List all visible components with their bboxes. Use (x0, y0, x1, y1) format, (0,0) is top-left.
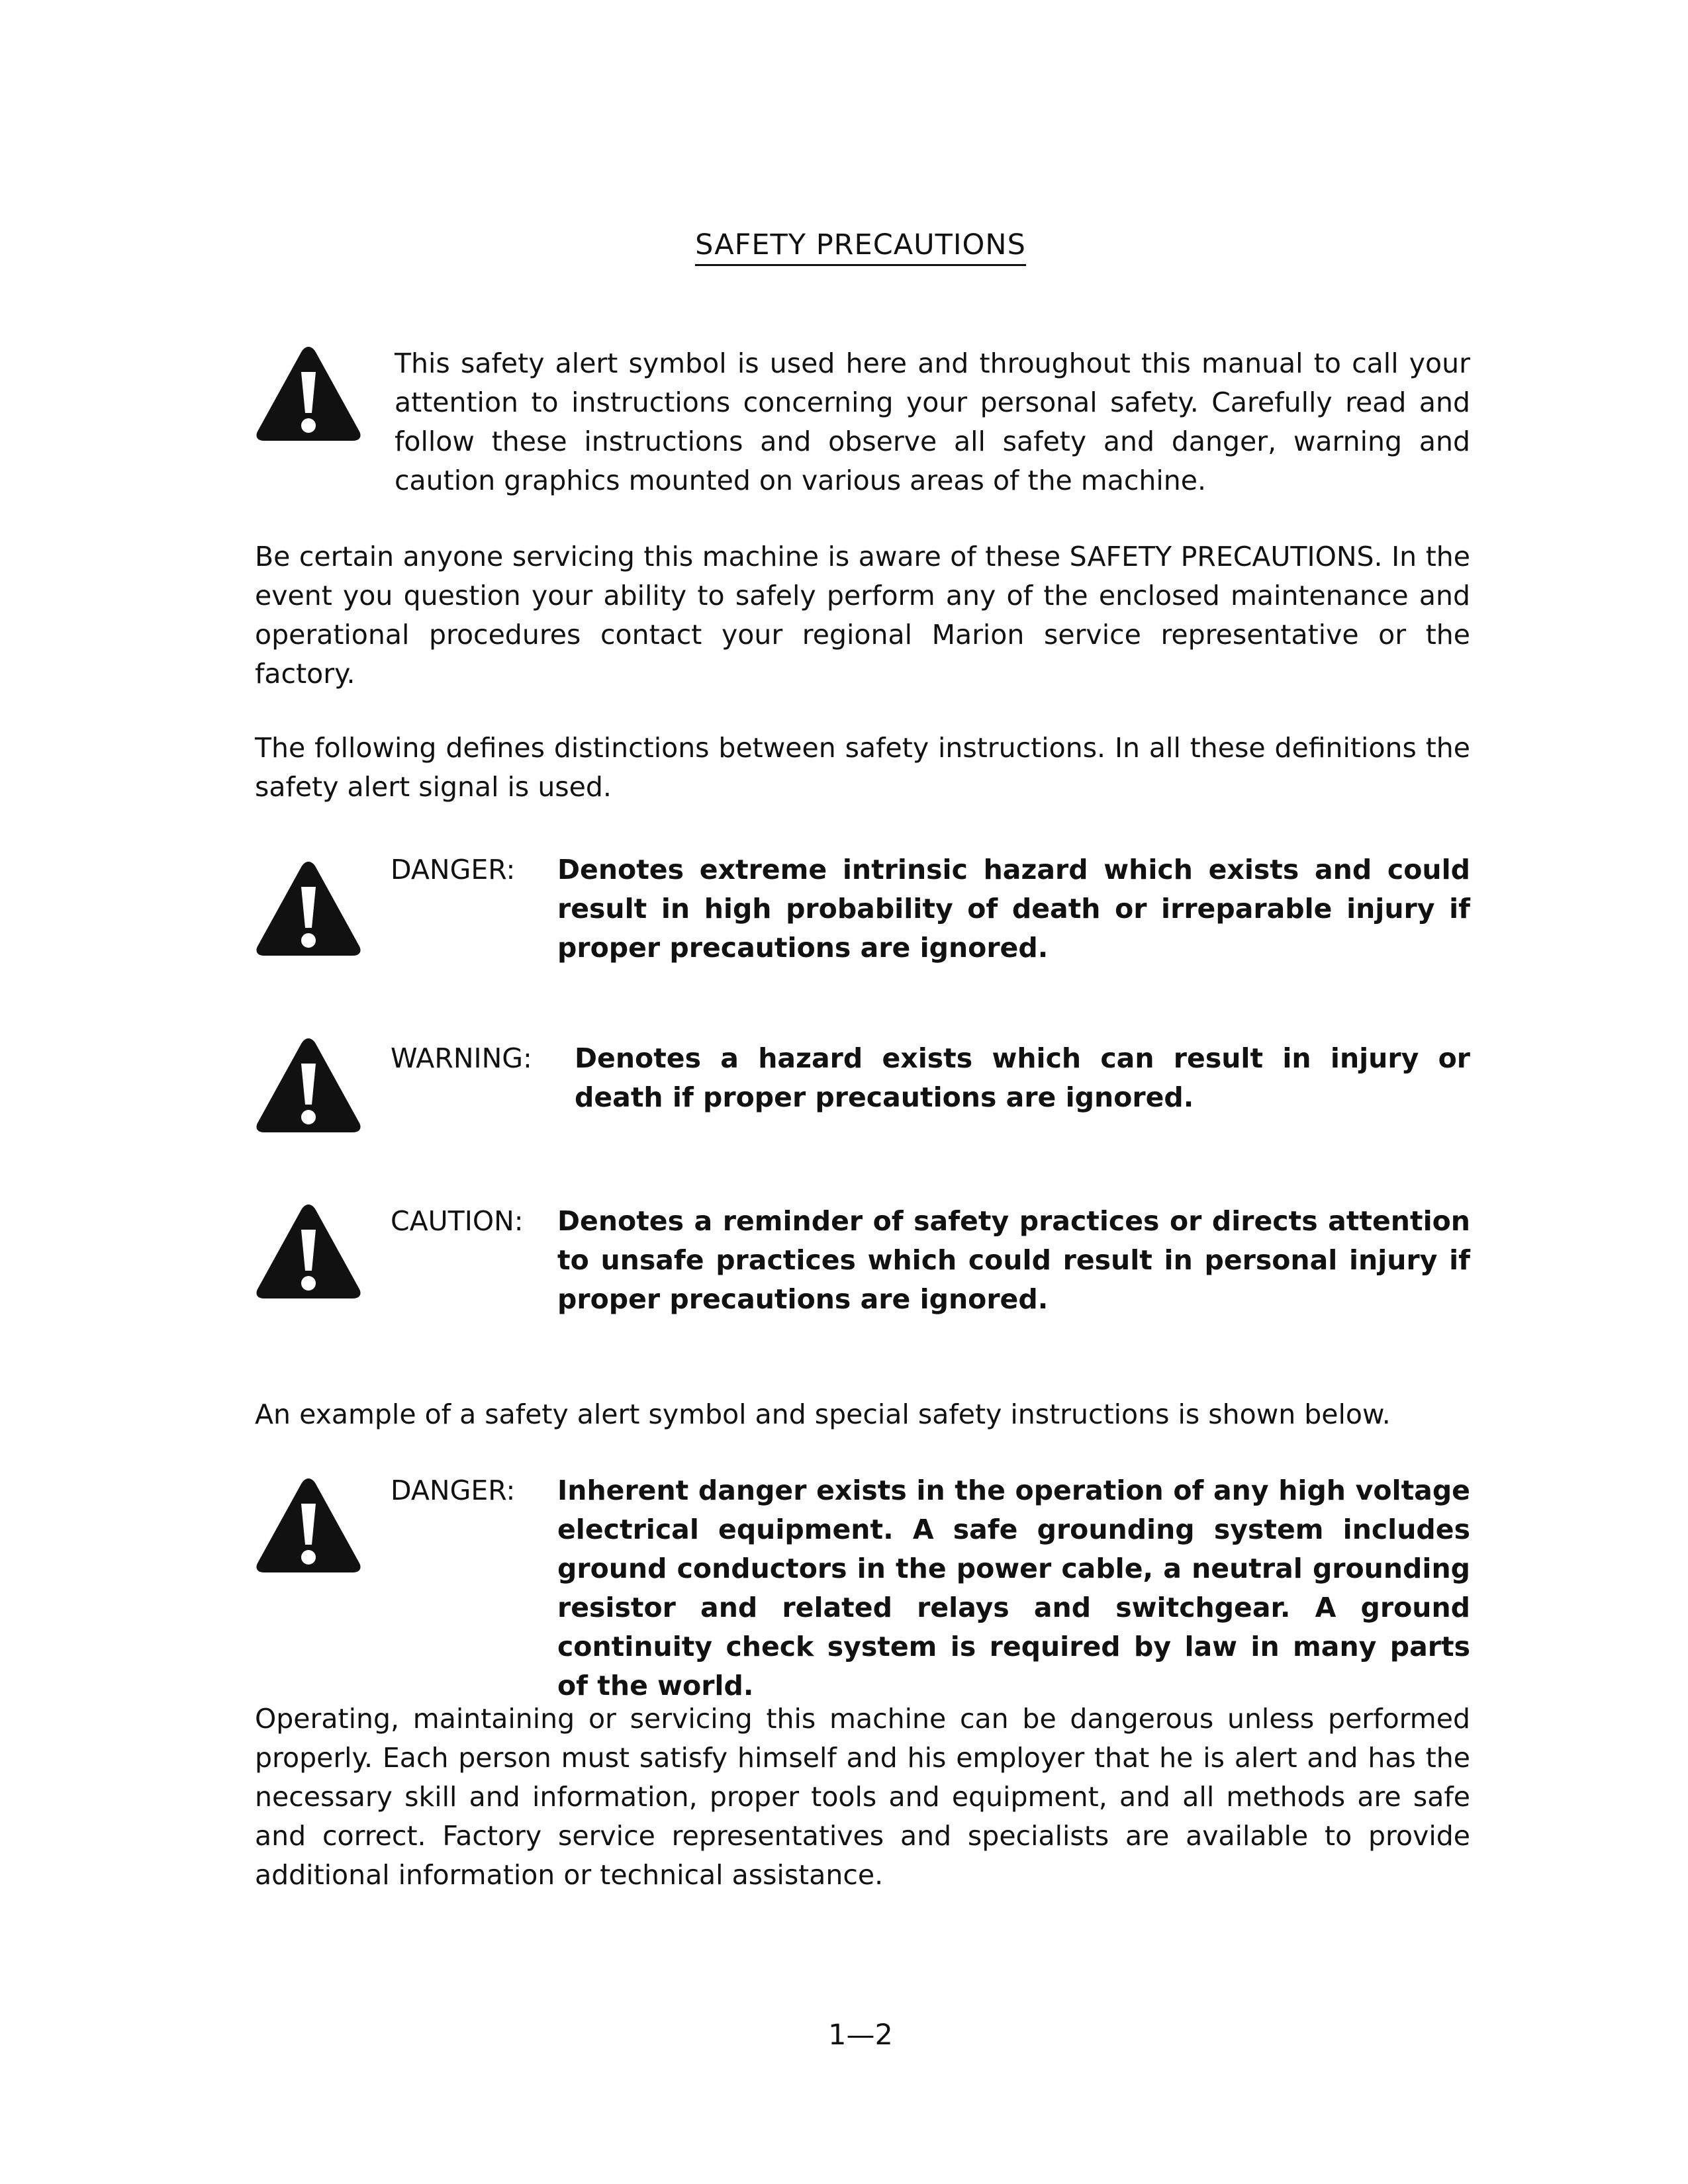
page-title: SAFETY PRECAUTIONS (0, 228, 1688, 266)
page-number: 1—2 (828, 2019, 893, 2052)
closing-paragraph: Operating, maintaining or servicing this machine can be dangerous unless performed properly. Each person must satisfy himself and his employer that he is alert and has the necessary skill and information, proper tools and equipment, and all methods are safe and correct. Factory service representatives and specialists are available to provide additional information or technical assistance. (255, 1703, 1470, 1891)
example-danger-text: Inherent danger exists in the operation of any high voltage electrical equipment. A safe grounding system includes ground conductors in the power cable, a neutral grounding resistor and related relays and switchgear. A ground continuity check system is required by law in many parts of the world. (557, 1475, 1470, 1702)
danger-definition: Denotes extreme intrinsic hazard which exists and could result in high probability of death or irreparable injury if proper precautions are ignored. (557, 854, 1470, 964)
example-intro-paragraph: An example of a safety alert symbol and special safety instructions is shown below. (255, 1398, 1391, 1430)
definitions-intro-paragraph: The following defines distinctions between safety instructions. In all these definitions the safety alert signal is used. (255, 732, 1470, 803)
awareness-paragraph: Be certain anyone servicing this machine is aware of these SAFETY PRECAUTIONS. In the event you question your ability to safely perform any of the enclosed maintenance and operational procedures contact your regional Marion service representative or the factory. (255, 541, 1470, 690)
warning-triangle-icon (255, 1036, 362, 1135)
warning-definition: Denotes a hazard exists which can result in injury or death if proper precautions are ignored. (575, 1042, 1470, 1113)
intro-paragraph: This safety alert symbol is used here and throughout this manual to call your attention to instructions concerning your personal safety. Carefully read and follow these instructions and observe all safety and danger, warning and caution graphics mounted on various areas of the machine. (395, 347, 1470, 496)
warning-label: WARNING: (391, 1042, 532, 1074)
example-danger-label: DANGER: (391, 1475, 516, 1506)
warning-triangle-icon (255, 859, 362, 958)
warning-triangle-icon (255, 344, 362, 443)
caution-label: CAUTION: (391, 1205, 524, 1237)
warning-triangle-icon (255, 1202, 362, 1301)
warning-triangle-icon (255, 1476, 362, 1575)
danger-label: DANGER: (391, 854, 516, 886)
caution-definition: Denotes a reminder of safety practices or directs attention to unsafe practices which could result in personal injury if proper precautions are ignored. (557, 1205, 1470, 1315)
